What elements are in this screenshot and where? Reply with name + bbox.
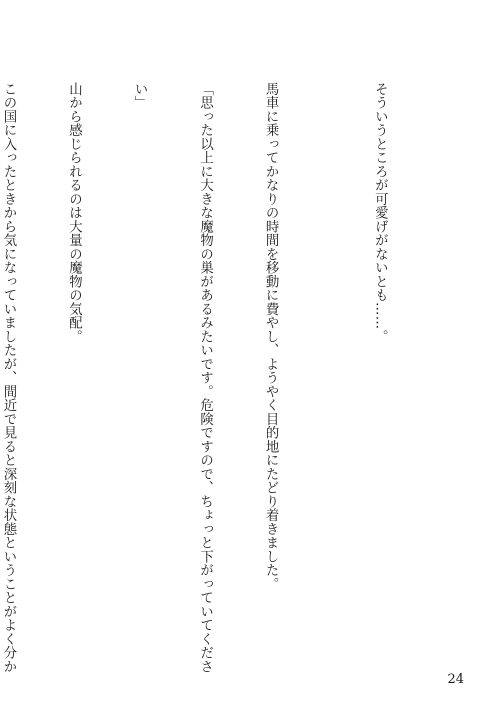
text-line: この国に入ったときから気になっていましたが、間近で見ると深刻な状態ということがよく分か xyxy=(0,82,16,674)
page-number: 24 xyxy=(447,672,464,687)
vertical-body-text xyxy=(0,82,434,674)
text-line: い」 xyxy=(132,82,148,110)
text-line: 「思った以上に大きな魔物の巣があるみたいです。危険ですので、ちょっと下がっていてくださ xyxy=(197,82,213,674)
text-line: 馬車に乗ってかなりの時間を移動に費やし、ようやく目的地にたどり着きました。 xyxy=(263,82,279,591)
text-line: 山から感じられるのは大量の魔物の気配。 xyxy=(66,82,82,344)
text-line: そういうところが可愛げがないとも……。 xyxy=(372,82,388,344)
